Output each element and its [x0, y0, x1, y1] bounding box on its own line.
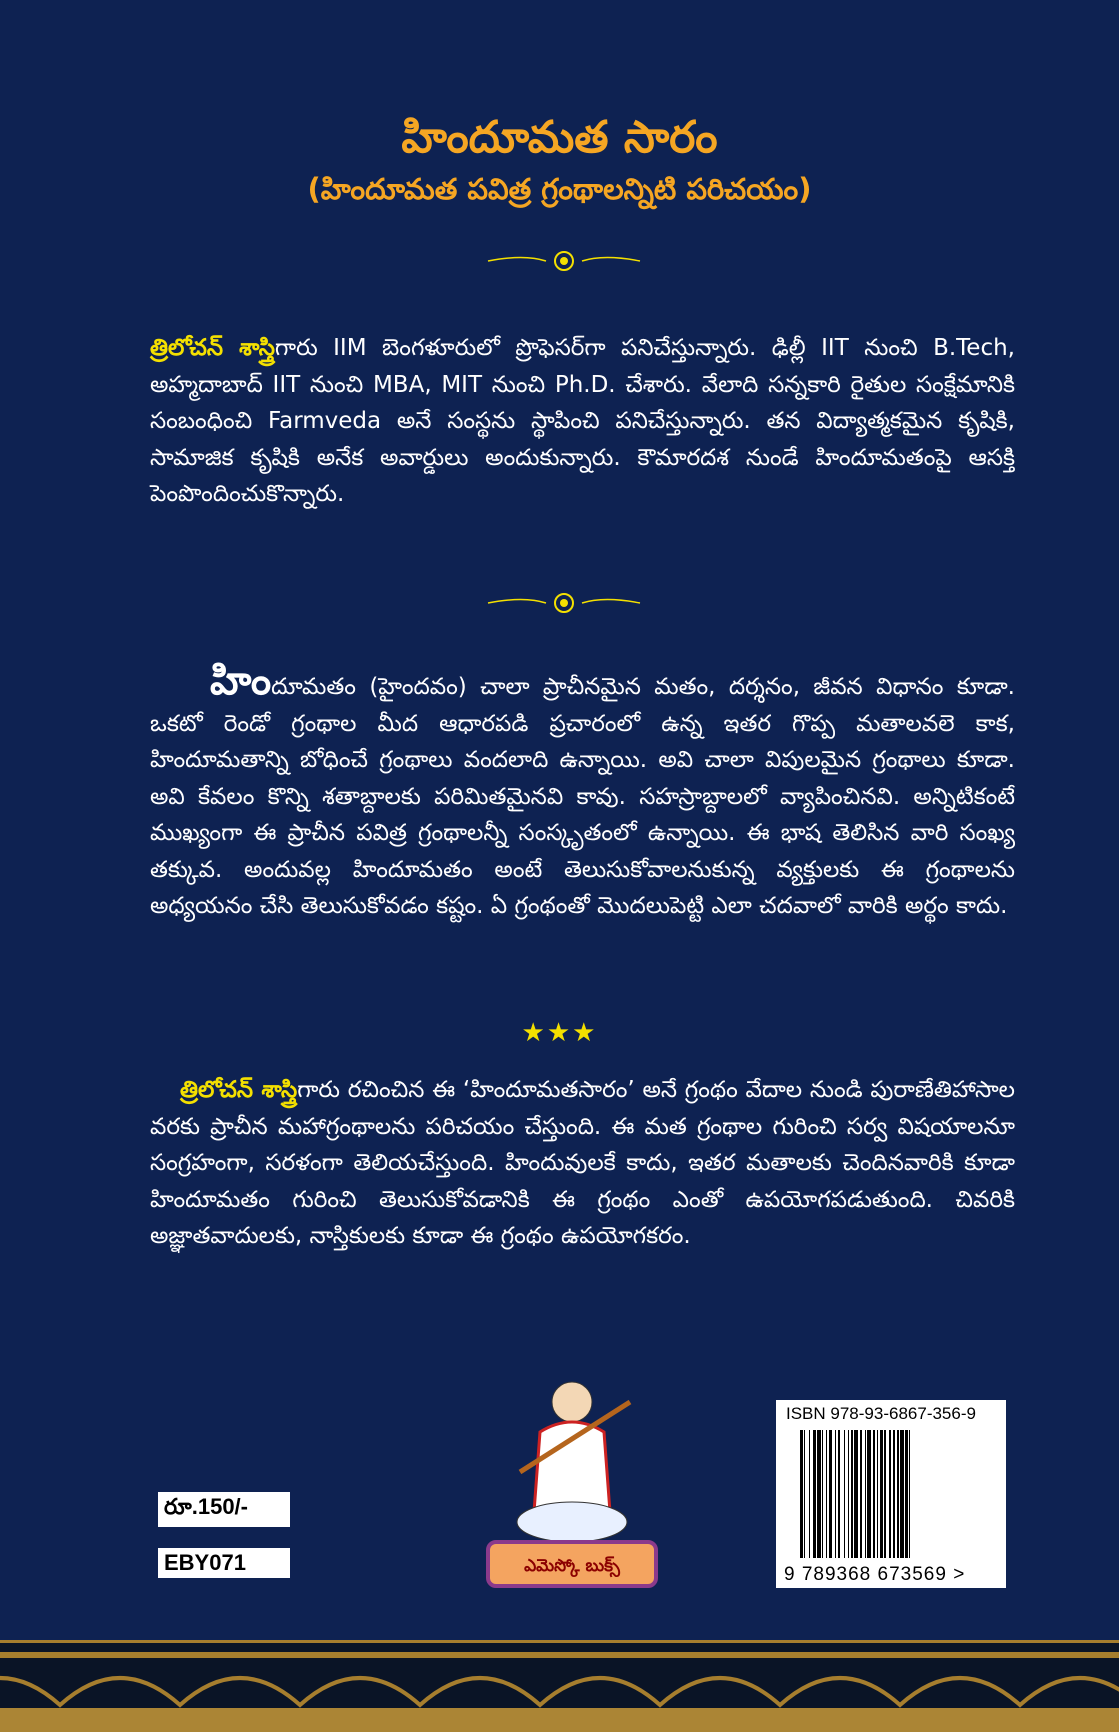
isbn-barcode — [776, 1400, 1006, 1588]
barcode-bars — [800, 1430, 990, 1558]
isbn-label: ISBN 978-93-6867-356-9 — [786, 1404, 976, 1423]
ornament-divider-icon — [484, 246, 644, 276]
summary-paragraph: త్రిలోచన్ శాస్త్రిగారు రచించిన ఈ ‘హిందూమతసారం’ అనే గ్రంథం వేదాల నుండి పురాణేతిహాసాల వరకు ప్రాచీన మహాగ్రంథాలను పరిచయం చేస్తుంది. ఈ మత గ్రంథాల గురించి సర్వ విషయాలనూ సంగ్రహంగా, సరళంగా తెలియచేస్తుంది. హిందువులకే కాదు, ఇతర మతాలకు చెందినవారికి కూడా హిందూమతం గురించి తెలుసుకోవడానికి ఈ గ్రంథం ఎంతో ఉపయోగపడుతుంది. చివరికి అజ్ఞాతవాదులకు, నాస్తికులకు కూడా ఈ గ్రంథం ఉపయోగకరం. — [150, 1077, 1015, 1249]
barcode-number: 9 789368 673569 > — [784, 1564, 966, 1585]
book-title: హిందూమత సారం — [401, 112, 718, 163]
barcode-bar — [910, 1430, 913, 1558]
decorative-border — [0, 1640, 1119, 1708]
intro-paragraph: హిందూమతం (హైందవం) చాలా ప్రాచీనమైన మతం, దర్శనం, జీవన విధానం కూడా. ఒకటో రెండో గ్రంథాల మీద ఆధారపడి ప్రచారంలో ఉన్న ఇతర గొప్ప మతాలవలె కాక, హిందూమతాన్ని బోధించే గ్రంథాలు వందలాది ఉన్నాయి. అవి చాలా విపులమైన గ్రంథాలు కూడా. అవి కేవలం కొన్ని శతాబ్దాలకు పరిమితమైనవి కావు. సహస్రాబ్దాలలో వ్యాపించినవి. అన్నిటికంటే ముఖ్యంగా ఈ ప్రాచీన పవిత్ర గ్రంథాలన్నీ సంస్కృతంలో ఉన్నాయి. ఈ భాష తెలిసిన వారి సంఖ్య తక్కువ. అందువల్ల హిందూమతం అంటే తెలుసుకోవాలనుకున్న వ్యక్తులకు ఈ గ్రంథాలను అధ్యయనం చేసి తెలుసుకోవడం కష్టం. ఏ గ్రంథంతో మొదలుపెట్టి ఎలా చదవాలో వారికి అర్థం కాదు. — [150, 658, 1015, 919]
publisher-name: ఎమెస్కో బుక్స్ — [524, 1556, 620, 1576]
drop-cap: హిం — [210, 658, 272, 704]
book-subtitle: (హిందూమత పవిత్ర గ్రంథాలన్నిటి పరిచయం) — [307, 172, 812, 206]
author-name: త్రిలోచన్ శాస్త్రి — [180, 1077, 298, 1103]
stars-separator: ★★★ — [521, 1018, 598, 1048]
publisher-logo-saraswati-icon — [480, 1372, 665, 1592]
author-bio: త్రిలోచన్ శాస్త్రిగారు IIM బెంగళూరులో ప్రొఫెసర్‌గా పనిచేస్తున్నారు. ఢిల్లీ IIT నుంచి B.Tech, అహ్మదాబాద్ IIT నుంచి MBA, MIT నుంచి Ph.D. చేశారు. వేలాది సన్నకారి రైతుల సంక్షేమానికి సంబంధించి Farmveda అనే సంస్థను స్థాపించి పనిచేస్తున్నారు. తన విద్యాత్మకమైన కృషికి, సామాజిక కృషికి అనేక అవార్డులు అందుకున్నారు. కౌమారదశ నుండే హిందూమతంపై ఆసక్తి పెంపొందించుకొన్నారు. — [150, 335, 1015, 507]
price-label: రూ.150/- — [158, 1492, 290, 1527]
ornament-divider-icon — [484, 588, 644, 618]
product-code: EBY071 — [158, 1548, 290, 1578]
gold-band — [0, 1708, 1119, 1732]
author-name: త్రిలోచన్ శాస్త్రి — [150, 335, 275, 361]
